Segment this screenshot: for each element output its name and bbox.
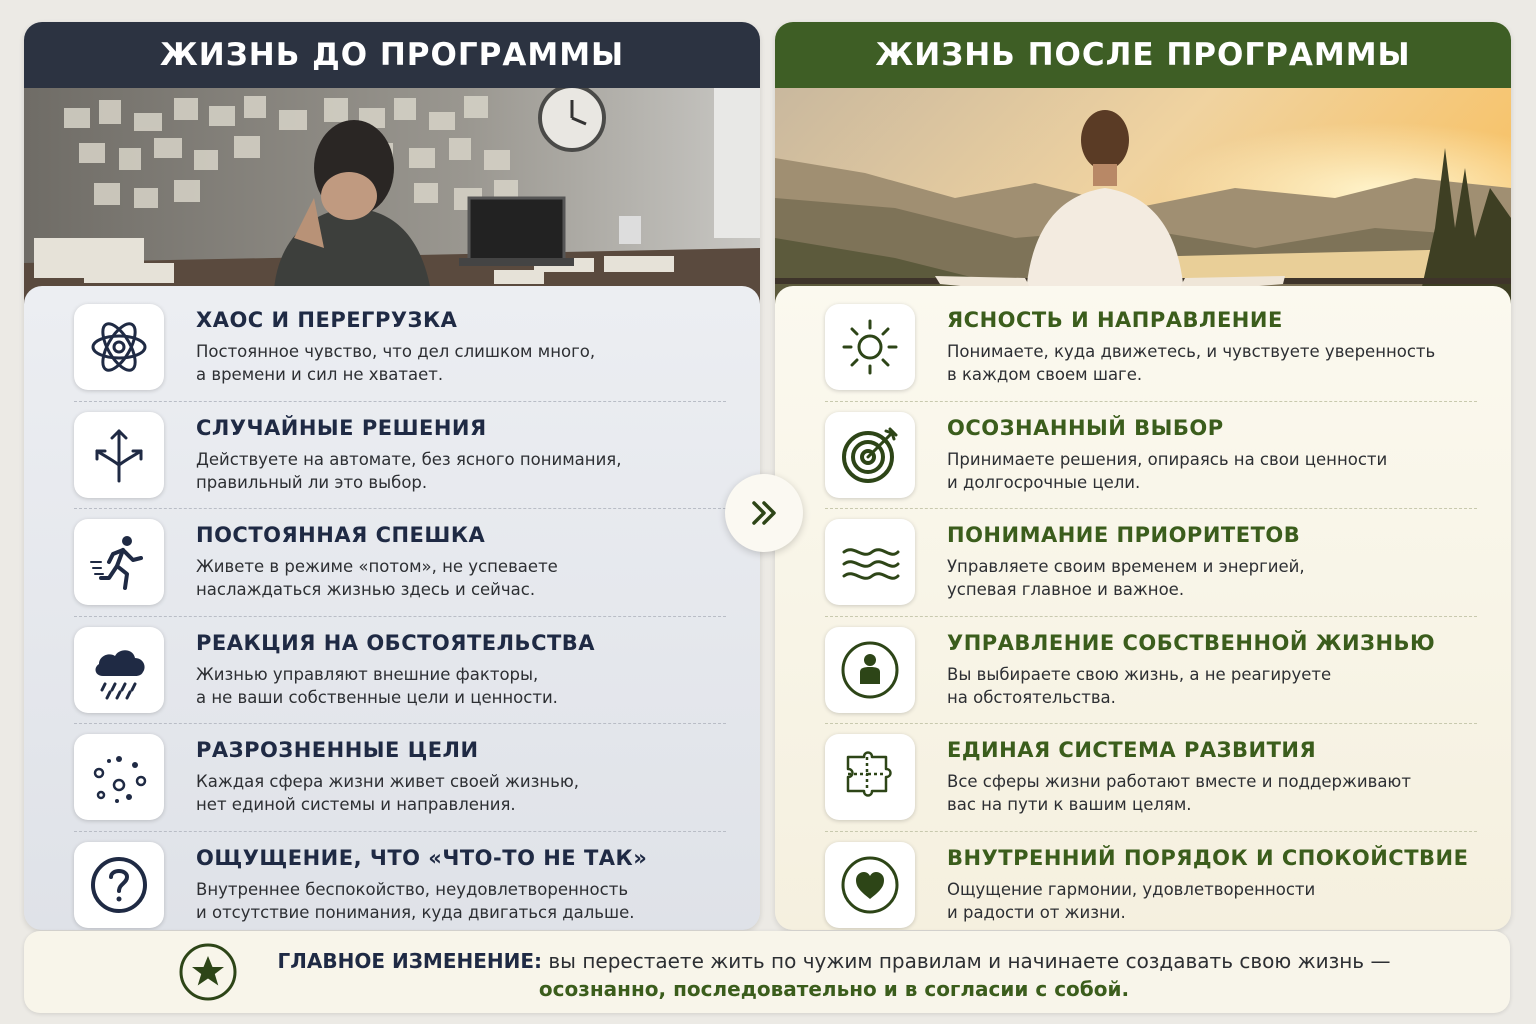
item-title: ЕДИНАЯ СИСТЕМА РАЗВИТИЯ [947,738,1317,763]
random-arrows-icon [74,412,164,498]
running-person-icon [74,519,164,605]
list-item [74,509,726,617]
target-icon [825,412,915,498]
list-item [74,617,726,725]
item-description: Постоянное чувство, что дел слишком много, а времени и сил не хватает. [196,342,596,385]
item-description: Принимаете решения, опираясь на свои ценности и долгосрочные цели. [947,449,1388,492]
item-description: Внутреннее беспокойство, неудовлетворенность и отсутствие понимания, куда двигаться дальше. [196,880,635,923]
question-icon [74,842,164,928]
list-item [825,724,1477,832]
star-circle-icon [178,942,238,1002]
before-list [24,286,760,930]
list-item [74,294,726,402]
rain-cloud-icon [74,627,164,713]
item-title: ПОСТОЯННАЯ СПЕШКА [196,523,486,548]
item-description: Каждая сфера жизни живет своей жизнью, нет единой системы и направления. [196,772,579,815]
scattered-dots-icon [74,734,164,820]
item-description: Ощущение гармонии, удовлетворенности и радости от жизни. [947,880,1316,923]
item-title: РЕАКЦИЯ НА ОБСТОЯТЕЛЬСТВА [196,630,596,655]
banner-emphasis: осознанно, последовательно и в согласии с собой. [538,977,1130,1001]
list-item [74,832,726,931]
sun-icon [825,304,915,390]
item-description: Вы выбираете свою жизнь, а не реагируете на обстоятельства. [947,664,1332,707]
item-title: ХАОС И ПЕРЕГРУЗКА [196,308,458,333]
list-item [825,402,1477,510]
item-title: СЛУЧАЙНЫЕ РЕШЕНИЯ [196,415,487,440]
item-description: Понимаете, куда движетесь, и чувствуете уверенность в каждом своем шаге. [947,342,1436,385]
item-title: ОСОЗНАННЫЙ ВЫБОР [947,415,1224,440]
person-circle-icon [825,627,915,713]
list-item [825,294,1477,402]
banner-lead: ГЛАВНОЕ ИЗМЕНЕНИЕ: [277,949,543,973]
chaos-atom-icon [74,304,164,390]
mountain-sunset-photo [775,88,1511,318]
item-title: ОЩУЩЕНИЕ, ЧТО «ЧТО-ТО НЕ ТАК» [196,846,648,871]
double-chevron-right-icon [725,474,803,552]
item-title: ПОНИМАНИЕ ПРИОРИТЕТОВ [947,523,1301,548]
heart-circle-icon [825,842,915,928]
list-item [825,832,1477,931]
item-title: ВНУТРЕННИЙ ПОРЯДОК И СПОКОЙСТВИЕ [947,846,1469,871]
list-item [825,509,1477,617]
item-description: Все сферы жизни работают вместе и поддерживают вас на пути к вашим целям. [947,772,1411,815]
before-header: ЖИЗНЬ ДО ПРОГРАММЫ [24,22,760,88]
item-description: Жизнью управляют внешние факторы, а не ваши собственные цели и ценности. [196,664,558,707]
after-list [775,286,1511,930]
puzzle-icon [825,734,915,820]
banner-text [264,947,1404,1003]
item-description: Действуете на автомате, без ясного понимания, правильный ли это выбор. [196,449,622,492]
item-title: УПРАВЛЕНИЕ СОБСТВЕННОЙ ЖИЗНЬЮ [947,630,1436,655]
after-panel [775,22,1511,930]
item-title: РАЗРОЗНЕННЫЕ ЦЕЛИ [196,738,479,763]
item-description: Живете в режиме «потом», не успеваете наслаждаться жизнью здесь и сейчас. [196,557,558,600]
item-description: Управляете своим временем и энергией, успевая главное и важное. [947,557,1305,600]
main-change-banner [24,931,1510,1013]
waves-icon [825,519,915,605]
after-header: ЖИЗНЬ ПОСЛЕ ПРОГРАММЫ [775,22,1511,88]
before-panel [24,22,760,930]
list-item [74,724,726,832]
item-title: ЯСНОСТЬ И НАПРАВЛЕНИЕ [947,308,1283,333]
list-item [74,402,726,510]
banner-body: вы перестаете жить по чужим правилам и начинаете создавать свою жизнь — [542,949,1391,973]
stressed-man-photo [24,88,760,318]
list-item [825,617,1477,725]
